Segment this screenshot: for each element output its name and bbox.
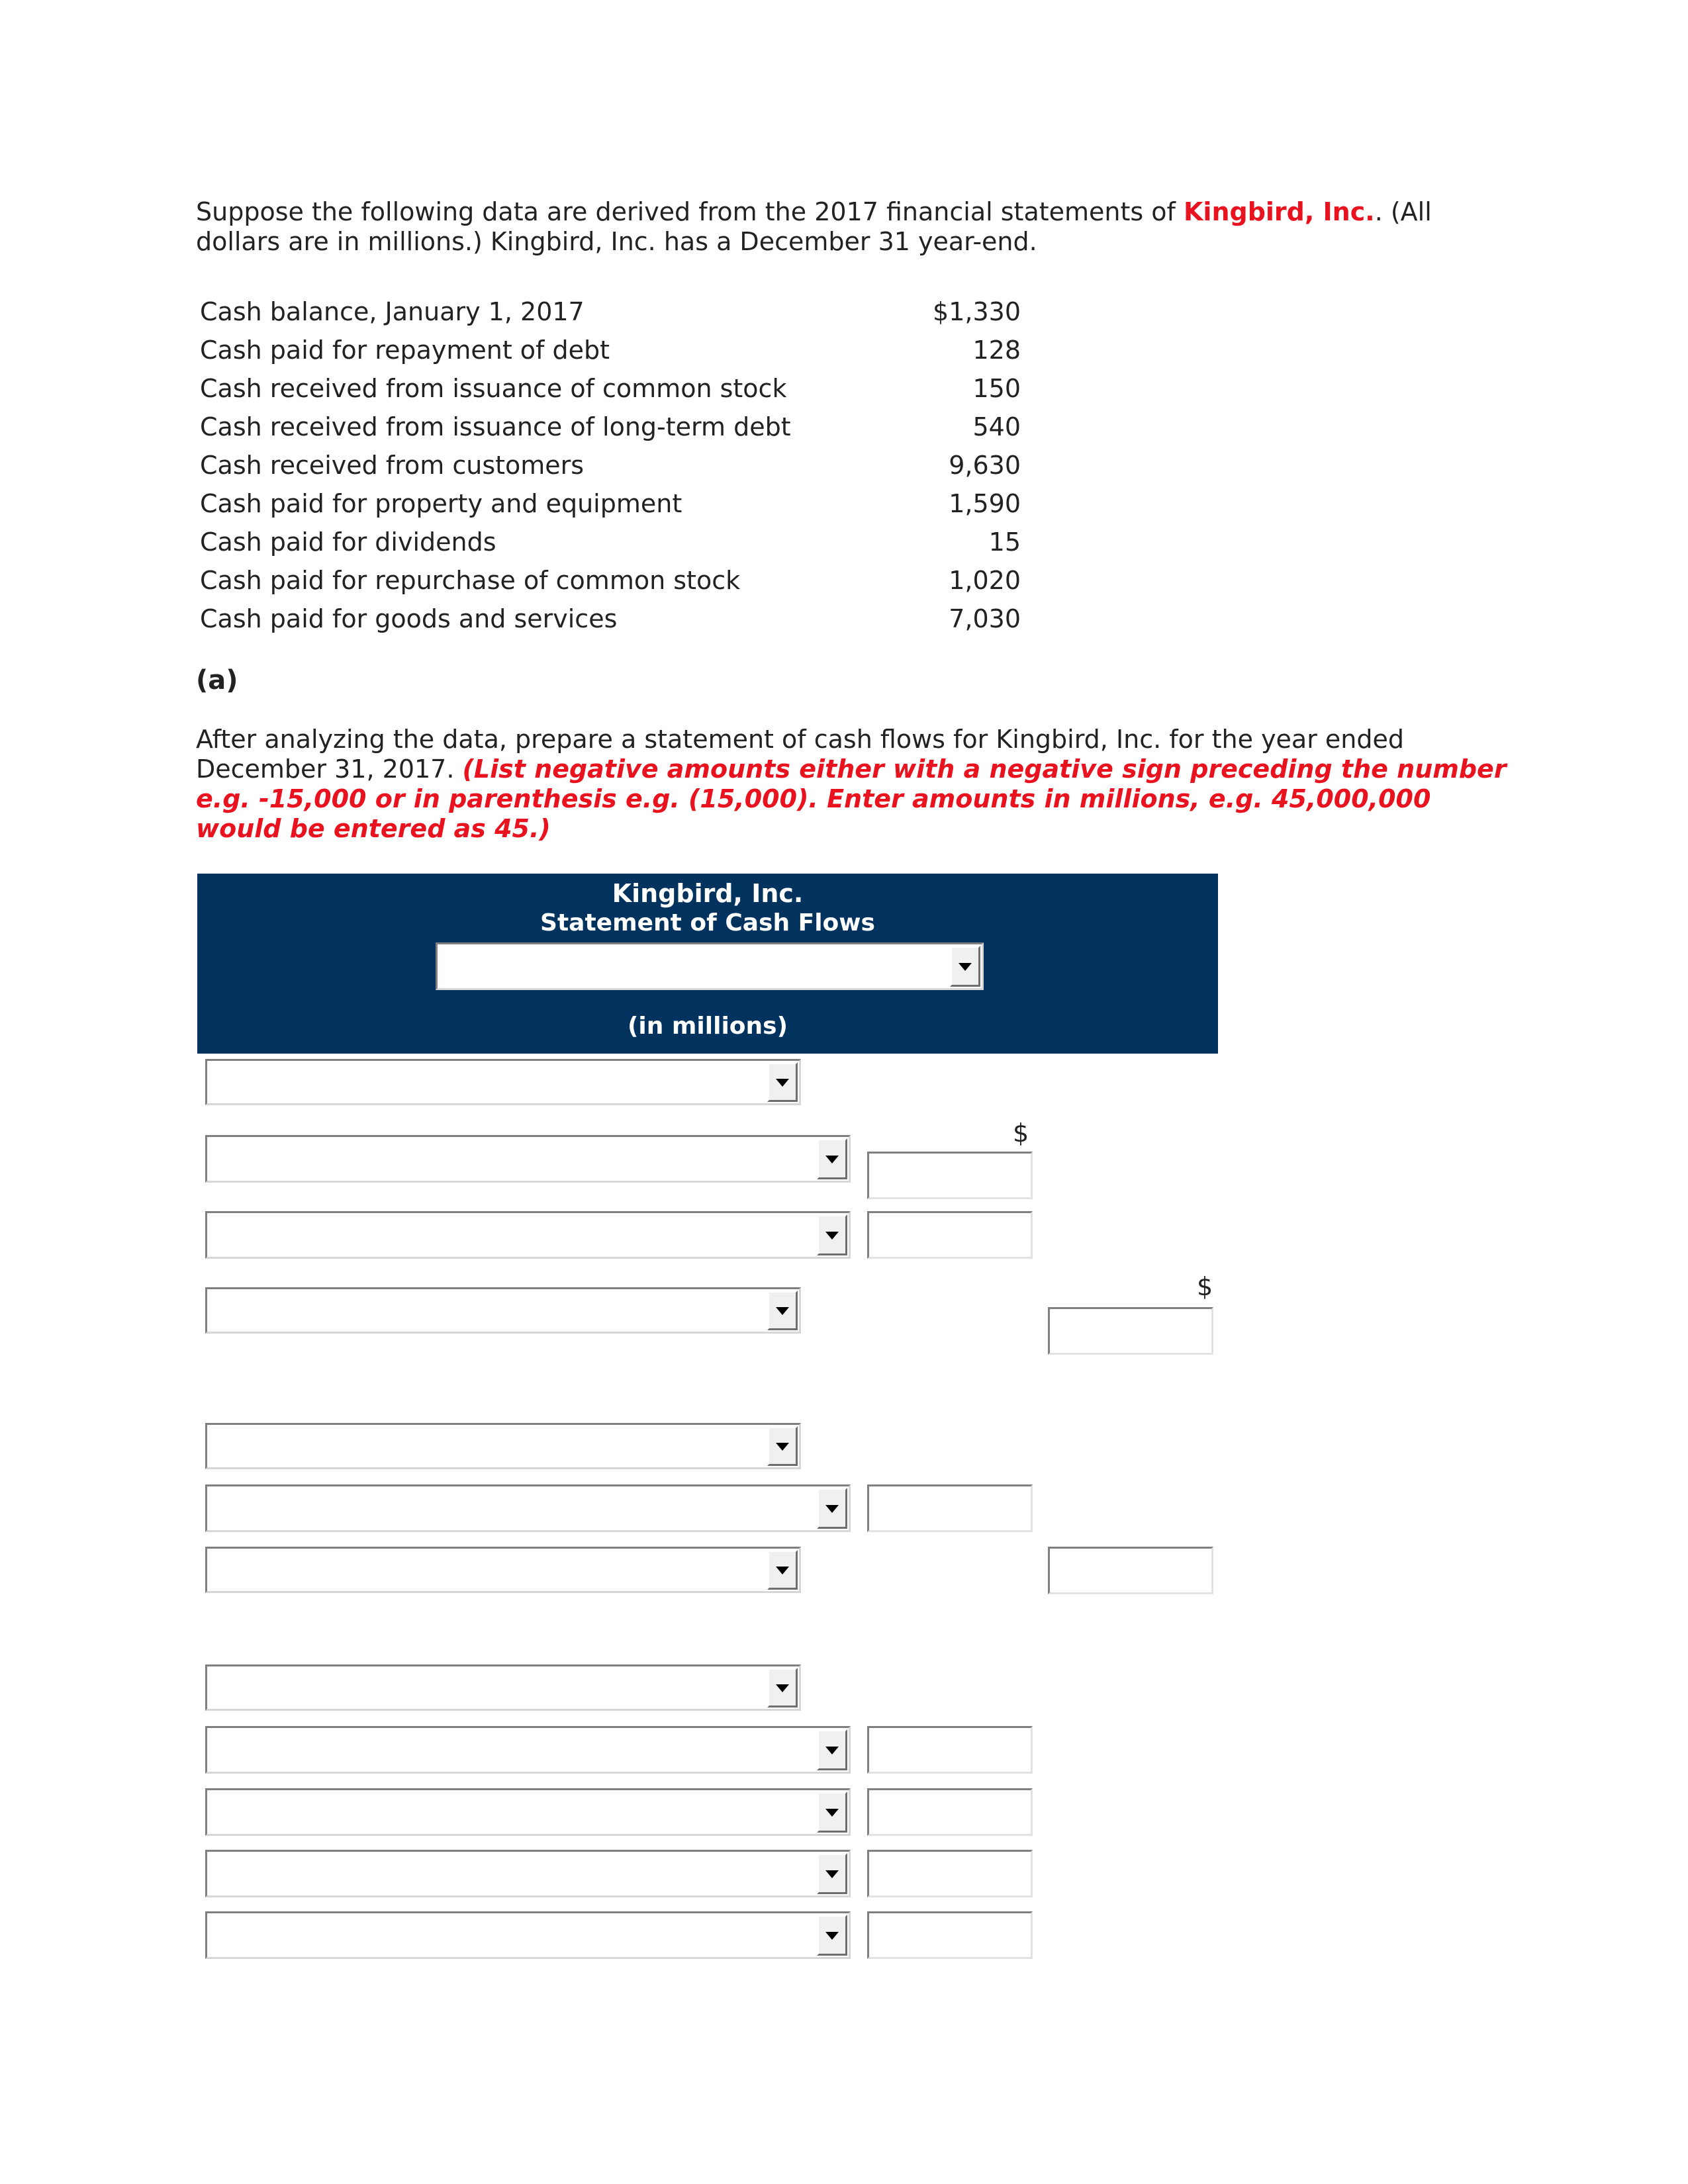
statement-company: Kingbird, Inc.: [612, 879, 804, 908]
subtotal-input[interactable]: [1048, 1307, 1213, 1355]
line-item-select[interactable]: [205, 1911, 851, 1959]
section-heading-select[interactable]: [205, 1423, 801, 1469]
line-item-select[interactable]: [205, 1211, 851, 1259]
data-value: 15: [988, 527, 1021, 557]
data-row: [200, 600, 1021, 638]
subtotal-label-select[interactable]: [205, 1287, 801, 1334]
chevron-down-icon[interactable]: [950, 946, 980, 987]
chevron-down-icon[interactable]: [767, 1291, 798, 1330]
given-data-table: [200, 293, 1021, 638]
instructions-note: (List negative amounts either with a negative sign preceding the number e.g. -15,000 or in parenthesis e.g. (15,000). Enter amounts in millions, e.g. 45,000,000 would be entered as 45.): [196, 754, 1507, 843]
data-label: Cash paid for repayment of debt: [200, 336, 610, 365]
subtotal-label-select[interactable]: [205, 1547, 801, 1593]
part-label: (a): [196, 665, 238, 696]
amount-input[interactable]: [867, 1911, 1033, 1959]
data-value: 9,630: [949, 451, 1021, 480]
line-item-select[interactable]: [205, 1788, 851, 1836]
data-row: [200, 293, 1021, 331]
data-label: Cash received from issuance of long-term debt: [200, 412, 791, 441]
section-heading-select[interactable]: [205, 1059, 801, 1105]
data-label: Cash received from issuance of common stock: [200, 374, 787, 403]
line-item-select[interactable]: [205, 1726, 851, 1774]
data-row: [200, 446, 1021, 484]
amount-input[interactable]: [867, 1211, 1033, 1259]
chevron-down-icon[interactable]: [767, 1668, 798, 1707]
line-item-select[interactable]: [205, 1135, 851, 1183]
company-name-highlight: Kingbird, Inc.: [1183, 197, 1375, 226]
chevron-down-icon[interactable]: [817, 1853, 847, 1894]
data-value: 150: [972, 374, 1021, 403]
section-heading-select[interactable]: [205, 1664, 801, 1711]
data-value: $1,330: [933, 297, 1021, 326]
data-row: [200, 561, 1021, 600]
chevron-down-icon[interactable]: [767, 1426, 798, 1466]
data-row: [200, 408, 1021, 446]
data-value: 7,030: [949, 604, 1021, 633]
intro-text-1: Suppose the following data are derived from the 2017 financial statements of: [196, 197, 1184, 226]
data-label: Cash paid for goods and services: [200, 604, 618, 633]
dollar-sign: $: [1013, 1118, 1029, 1148]
amount-input[interactable]: [867, 1484, 1033, 1532]
chevron-down-icon[interactable]: [767, 1062, 798, 1102]
statement-title: Statement of Cash Flows: [540, 909, 875, 936]
statement-header: [197, 874, 1218, 1054]
data-value: 1,590: [949, 489, 1021, 518]
data-row: [200, 331, 1021, 369]
chevron-down-icon[interactable]: [817, 1138, 847, 1179]
data-row: [200, 369, 1021, 408]
chevron-down-icon[interactable]: [817, 1488, 847, 1529]
data-label: Cash paid for property and equipment: [200, 489, 682, 518]
data-label: Cash paid for dividends: [200, 527, 496, 557]
line-item-select[interactable]: [205, 1484, 851, 1532]
intro-paragraph: [196, 197, 1493, 257]
chevron-down-icon[interactable]: [767, 1550, 798, 1590]
dollar-sign: $: [1197, 1272, 1213, 1301]
data-label: Cash received from customers: [200, 451, 585, 480]
data-value: 1,020: [949, 566, 1021, 595]
intro-text-2: . (All dollars are in millions.) Kingbird, Inc. has a December 31 year-end.: [196, 197, 1432, 256]
amount-input[interactable]: [867, 1726, 1033, 1774]
chevron-down-icon[interactable]: [817, 1915, 847, 1956]
amount-input[interactable]: [867, 1788, 1033, 1836]
data-row: [200, 484, 1021, 523]
instructions-paragraph: [196, 725, 1520, 844]
instructions-text: After analyzing the data, prepare a statement of cash flows for Kingbird, Inc. for the year ended December 31, 2017.: [196, 725, 1405, 784]
data-label: Cash balance, January 1, 2017: [200, 297, 585, 326]
data-row: [200, 523, 1021, 561]
subtotal-input[interactable]: [1048, 1547, 1213, 1594]
amount-input[interactable]: [867, 1152, 1033, 1199]
data-value: 128: [972, 336, 1021, 365]
period-select[interactable]: [436, 942, 984, 990]
chevron-down-icon[interactable]: [817, 1214, 847, 1255]
chevron-down-icon[interactable]: [817, 1729, 847, 1770]
chevron-down-icon[interactable]: [817, 1792, 847, 1833]
amount-input[interactable]: [867, 1850, 1033, 1897]
statement-units: (in millions): [627, 1013, 788, 1040]
data-value: 540: [972, 412, 1021, 441]
line-item-select[interactable]: [205, 1850, 851, 1897]
data-label: Cash paid for repurchase of common stock: [200, 566, 741, 595]
